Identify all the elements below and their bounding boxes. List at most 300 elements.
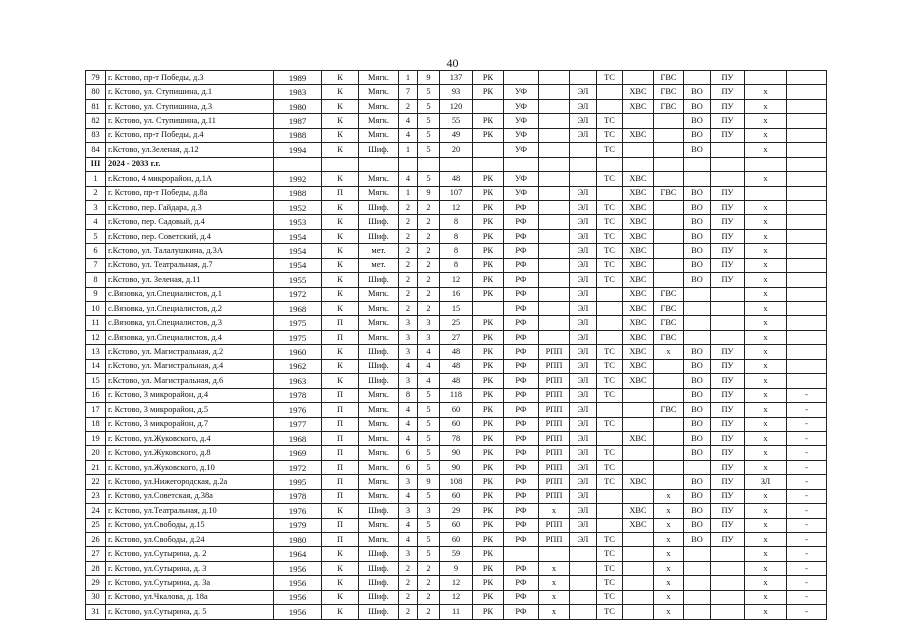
- table-cell: Шиф.: [359, 605, 399, 619]
- table-cell: 2: [418, 561, 440, 575]
- table-cell: [684, 157, 711, 171]
- table-cell: ПУ: [711, 504, 745, 518]
- table-cell: К: [322, 302, 359, 316]
- table-row: [86, 547, 827, 561]
- table-cell: 27: [440, 330, 473, 344]
- table-cell: ХВС: [623, 302, 654, 316]
- table-cell: Мягк.: [359, 316, 399, 330]
- table-cell: РФ: [504, 229, 539, 243]
- table-cell: 5: [418, 388, 440, 402]
- table-cell: ЭЛ: [570, 229, 597, 243]
- address-cell: с.Вязовка, ул.Специалистов, д.1: [106, 287, 274, 301]
- table-cell: [597, 504, 623, 518]
- table-cell: РК: [473, 85, 504, 99]
- table-cell: ЭЛ: [570, 431, 597, 445]
- table-cell: [597, 157, 623, 171]
- table-cell: [684, 561, 711, 575]
- table-cell: [274, 157, 322, 171]
- table-cell: [623, 403, 654, 417]
- table-cell: х: [654, 605, 684, 619]
- table-cell: [539, 114, 570, 128]
- table-row: [86, 172, 827, 186]
- table-cell: [787, 114, 827, 128]
- table-cell: ГВС: [654, 330, 684, 344]
- table-cell: УФ: [504, 143, 539, 157]
- table-cell: [711, 547, 745, 561]
- table-cell: РК: [473, 605, 504, 619]
- table-cell: [787, 200, 827, 214]
- table-cell: [787, 258, 827, 272]
- table-cell: ВО: [684, 403, 711, 417]
- row-number: 20: [86, 446, 106, 460]
- table-cell: К: [322, 345, 359, 359]
- table-cell: 8: [440, 229, 473, 243]
- table-cell: Мягк.: [359, 403, 399, 417]
- table-row: [86, 359, 827, 373]
- table-cell: -: [787, 388, 827, 402]
- table-cell: ВО: [684, 446, 711, 460]
- table-cell: [623, 417, 654, 431]
- table-cell: х: [745, 576, 787, 590]
- table-cell: -: [787, 460, 827, 474]
- table-cell: х: [745, 273, 787, 287]
- table-cell: [623, 547, 654, 561]
- year-cell: 1953: [274, 215, 322, 229]
- table-cell: [711, 561, 745, 575]
- table-cell: 5: [418, 85, 440, 99]
- year-cell: 1954: [274, 244, 322, 258]
- table-cell: ВО: [684, 215, 711, 229]
- table-cell: РК: [473, 345, 504, 359]
- row-number: 29: [86, 576, 106, 590]
- year-cell: 1972: [274, 460, 322, 474]
- year-cell: 1972: [274, 287, 322, 301]
- table-cell: [623, 143, 654, 157]
- table-cell: ЭЛ: [570, 200, 597, 214]
- table-cell: РК: [473, 316, 504, 330]
- table-row: [86, 605, 827, 619]
- table-cell: [623, 114, 654, 128]
- row-number: 18: [86, 417, 106, 431]
- table-cell: [597, 85, 623, 99]
- table-cell: [787, 99, 827, 113]
- table-row: [86, 446, 827, 460]
- table-cell: ХВС: [623, 316, 654, 330]
- table-cell: х: [745, 258, 787, 272]
- table-cell: -: [787, 475, 827, 489]
- table-cell: ЭЛ: [570, 186, 597, 200]
- table-cell: [787, 287, 827, 301]
- table-cell: 12: [440, 576, 473, 590]
- table-cell: х: [654, 345, 684, 359]
- table-cell: 2: [399, 576, 418, 590]
- table-cell: [623, 605, 654, 619]
- table-cell: х: [745, 533, 787, 547]
- table-cell: мет.: [359, 258, 399, 272]
- row-number: 17: [86, 403, 106, 417]
- year-cell: 1955: [274, 273, 322, 287]
- table-cell: [654, 431, 684, 445]
- address-cell: г.Кстово, ул. Магистральная, д.2: [106, 345, 274, 359]
- year-cell: 1988: [274, 128, 322, 142]
- table-cell: К: [322, 287, 359, 301]
- table-cell: П: [322, 475, 359, 489]
- table-cell: ХВС: [623, 85, 654, 99]
- table-cell: 3: [399, 330, 418, 344]
- table-cell: ПУ: [711, 128, 745, 142]
- table-cell: х: [745, 460, 787, 474]
- table-cell: [623, 533, 654, 547]
- table-cell: [473, 302, 504, 316]
- table-cell: ВО: [684, 273, 711, 287]
- table-cell: ЭЛ: [570, 273, 597, 287]
- table-cell: 4: [399, 518, 418, 532]
- table-cell: ПУ: [711, 114, 745, 128]
- table-cell: ПУ: [711, 71, 745, 85]
- table-cell: РФ: [504, 244, 539, 258]
- table-cell: П: [322, 533, 359, 547]
- table-cell: 59: [440, 547, 473, 561]
- table-row: [86, 504, 827, 518]
- row-number: 16: [86, 388, 106, 402]
- table-cell: 2: [399, 590, 418, 604]
- table-cell: [570, 157, 597, 171]
- year-cell: 1978: [274, 489, 322, 503]
- table-cell: К: [322, 128, 359, 142]
- table-cell: Мягк.: [359, 99, 399, 113]
- address-cell: г. Кстово, 3 микрорайон, д.4: [106, 388, 274, 402]
- table-cell: 3: [399, 504, 418, 518]
- table-cell: [684, 172, 711, 186]
- table-cell: [787, 229, 827, 243]
- table-cell: РПП: [539, 475, 570, 489]
- table-cell: РФ: [504, 605, 539, 619]
- table-cell: Шиф.: [359, 504, 399, 518]
- year-cell: 1979: [274, 518, 322, 532]
- table-cell: 49: [440, 128, 473, 142]
- table-cell: Мягк.: [359, 518, 399, 532]
- year-cell: 1994: [274, 143, 322, 157]
- table-cell: РПП: [539, 489, 570, 503]
- table-cell: ПУ: [711, 258, 745, 272]
- table-cell: ЗЛ: [745, 475, 787, 489]
- table-cell: ВО: [684, 114, 711, 128]
- table-cell: [654, 417, 684, 431]
- table-cell: ТС: [597, 417, 623, 431]
- table-cell: К: [322, 215, 359, 229]
- table-cell: 2: [418, 215, 440, 229]
- row-number: 9: [86, 287, 106, 301]
- year-cell: 1968: [274, 431, 322, 445]
- table-cell: ГВС: [654, 85, 684, 99]
- table-cell: ПУ: [711, 99, 745, 113]
- table-cell: ВО: [684, 85, 711, 99]
- table-cell: 5: [418, 446, 440, 460]
- table-cell: ВО: [684, 359, 711, 373]
- table-cell: 2: [399, 215, 418, 229]
- row-number: 28: [86, 561, 106, 575]
- address-cell: г.Кстово, пер. Гайдара, д.3: [106, 200, 274, 214]
- table-cell: ВО: [684, 417, 711, 431]
- table-cell: [684, 590, 711, 604]
- table-cell: РПП: [539, 345, 570, 359]
- table-cell: [539, 143, 570, 157]
- table-cell: [654, 359, 684, 373]
- table-cell: Шиф.: [359, 590, 399, 604]
- table-cell: 1: [399, 143, 418, 157]
- year-cell: 1956: [274, 576, 322, 590]
- table-cell: х: [745, 561, 787, 575]
- table-cell: 60: [440, 489, 473, 503]
- year-cell: 1954: [274, 229, 322, 243]
- table-cell: П: [322, 186, 359, 200]
- table-cell: 2: [399, 287, 418, 301]
- table-cell: [787, 273, 827, 287]
- table-cell: х: [745, 172, 787, 186]
- table-cell: РФ: [504, 504, 539, 518]
- table-cell: Мягк.: [359, 388, 399, 402]
- table-cell: РК: [473, 446, 504, 460]
- table-cell: 48: [440, 374, 473, 388]
- table-row: [86, 273, 827, 287]
- table-cell: ХВС: [623, 186, 654, 200]
- address-cell: г. Кстово, ул. Ступишина, д.3: [106, 99, 274, 113]
- table-cell: Мягк.: [359, 417, 399, 431]
- table-cell: [787, 374, 827, 388]
- year-cell: 1980: [274, 533, 322, 547]
- table-cell: РПП: [539, 518, 570, 532]
- table-cell: РПП: [539, 359, 570, 373]
- table-cell: 9: [440, 561, 473, 575]
- address-cell: г. Кстово, 3 микрорайон, д.7: [106, 417, 274, 431]
- table-cell: ЭЛ: [570, 345, 597, 359]
- table-cell: [570, 605, 597, 619]
- table-cell: 4: [399, 431, 418, 445]
- row-number: 6: [86, 244, 106, 258]
- table-cell: 120: [440, 99, 473, 113]
- table-cell: [711, 316, 745, 330]
- table-cell: К: [322, 114, 359, 128]
- table-cell: РК: [473, 128, 504, 142]
- table-row: [86, 229, 827, 243]
- table-row: [86, 114, 827, 128]
- table-cell: ЭЛ: [570, 258, 597, 272]
- table-cell: ЭЛ: [570, 85, 597, 99]
- table-cell: ЭЛ: [570, 460, 597, 474]
- table-cell: 5: [418, 143, 440, 157]
- table-cell: ВО: [684, 475, 711, 489]
- table-cell: х: [745, 417, 787, 431]
- table-cell: 2: [418, 229, 440, 243]
- table-cell: [539, 244, 570, 258]
- table-cell: 2: [399, 200, 418, 214]
- row-number: 84: [86, 143, 106, 157]
- table-cell: ЭЛ: [570, 504, 597, 518]
- table-row: [86, 85, 827, 99]
- table-cell: ТС: [597, 561, 623, 575]
- table-cell: РПП: [539, 403, 570, 417]
- table-cell: РК: [473, 258, 504, 272]
- table-cell: 2: [399, 273, 418, 287]
- table-cell: 5: [418, 114, 440, 128]
- table-cell: ХВС: [623, 345, 654, 359]
- table-cell: х: [539, 605, 570, 619]
- table-cell: [745, 71, 787, 85]
- table-cell: ХВС: [623, 504, 654, 518]
- table-cell: ВО: [684, 388, 711, 402]
- table-cell: Шиф.: [359, 576, 399, 590]
- table-cell: ЭЛ: [570, 215, 597, 229]
- table-cell: [684, 576, 711, 590]
- table-cell: РПП: [539, 460, 570, 474]
- table-cell: ХВС: [623, 287, 654, 301]
- table-cell: х: [745, 518, 787, 532]
- table-cell: П: [322, 417, 359, 431]
- row-number: 30: [86, 590, 106, 604]
- table-cell: 9: [418, 71, 440, 85]
- table-cell: [399, 157, 418, 171]
- section-title: 2024 - 2033 г.г.: [106, 157, 274, 171]
- table-cell: 7: [399, 85, 418, 99]
- table-cell: К: [322, 359, 359, 373]
- table-cell: РК: [473, 547, 504, 561]
- table-cell: Мягк.: [359, 460, 399, 474]
- table-cell: РК: [473, 359, 504, 373]
- table-cell: [745, 186, 787, 200]
- table-cell: [787, 302, 827, 316]
- table-cell: 4: [399, 403, 418, 417]
- year-cell: 1978: [274, 388, 322, 402]
- table-cell: [654, 215, 684, 229]
- section-number: III: [86, 157, 106, 171]
- table-cell: [473, 143, 504, 157]
- table-cell: РК: [473, 71, 504, 85]
- table-cell: [711, 172, 745, 186]
- table-cell: [473, 157, 504, 171]
- table-cell: 5: [418, 417, 440, 431]
- table-cell: УФ: [504, 85, 539, 99]
- table-cell: [787, 316, 827, 330]
- year-cell: 1975: [274, 330, 322, 344]
- year-cell: 1975: [274, 316, 322, 330]
- table-cell: 2: [399, 99, 418, 113]
- table-cell: [623, 576, 654, 590]
- table-cell: РК: [473, 186, 504, 200]
- year-cell: 1987: [274, 114, 322, 128]
- address-cell: г. Кстово, пр-т Победы, д.3: [106, 71, 274, 85]
- table-cell: ЭЛ: [570, 489, 597, 503]
- address-cell: г. Кстово, ул. Ступишина, д.11: [106, 114, 274, 128]
- table-cell: ТС: [597, 374, 623, 388]
- table-cell: 6: [399, 460, 418, 474]
- table-cell: ТС: [597, 143, 623, 157]
- table-cell: ТС: [597, 215, 623, 229]
- year-cell: 1963: [274, 374, 322, 388]
- table-cell: Шиф.: [359, 561, 399, 575]
- table-cell: Мягк.: [359, 114, 399, 128]
- address-cell: г. Кстово, ул.Сутырина, д. 3: [106, 561, 274, 575]
- address-cell: г. Кстово, ул. Ступишина, д.1: [106, 85, 274, 99]
- table-cell: РФ: [504, 316, 539, 330]
- table-cell: [623, 590, 654, 604]
- table-cell: РФ: [504, 533, 539, 547]
- table-cell: 4: [418, 359, 440, 373]
- table-cell: -: [787, 533, 827, 547]
- table-cell: [570, 576, 597, 590]
- table-cell: Мягк.: [359, 71, 399, 85]
- table-cell: -: [787, 605, 827, 619]
- table-cell: РК: [473, 244, 504, 258]
- table-cell: ХВС: [623, 200, 654, 214]
- table-row: [86, 316, 827, 330]
- table-cell: РК: [473, 287, 504, 301]
- table-cell: 29: [440, 504, 473, 518]
- table-cell: х: [654, 533, 684, 547]
- table-cell: [539, 302, 570, 316]
- table-cell: ВО: [684, 200, 711, 214]
- table-cell: РФ: [504, 431, 539, 445]
- table-cell: 93: [440, 85, 473, 99]
- year-cell: 1992: [274, 172, 322, 186]
- table-cell: х: [539, 576, 570, 590]
- address-cell: г.Кстово, ул. Магистральная, д.4: [106, 359, 274, 373]
- table-cell: К: [322, 504, 359, 518]
- table-cell: Мягк.: [359, 172, 399, 186]
- table-cell: УФ: [504, 172, 539, 186]
- table-cell: П: [322, 431, 359, 445]
- table-cell: [597, 186, 623, 200]
- table-row: [86, 330, 827, 344]
- table-cell: Мягк.: [359, 128, 399, 142]
- table-cell: [654, 475, 684, 489]
- table-cell: 5: [418, 403, 440, 417]
- table-cell: [597, 316, 623, 330]
- table-cell: 48: [440, 172, 473, 186]
- table-cell: РПП: [539, 417, 570, 431]
- table-cell: К: [322, 258, 359, 272]
- table-cell: х: [745, 143, 787, 157]
- table-cell: Мягк.: [359, 85, 399, 99]
- table-cell: [570, 561, 597, 575]
- table-cell: ПУ: [711, 475, 745, 489]
- table-cell: Шиф.: [359, 200, 399, 214]
- row-number: 2: [86, 186, 106, 200]
- table-cell: ХВС: [623, 128, 654, 142]
- table-row: [86, 258, 827, 272]
- table-cell: 4: [418, 345, 440, 359]
- table-cell: [570, 71, 597, 85]
- table-cell: ЭЛ: [570, 533, 597, 547]
- table-cell: ТС: [597, 460, 623, 474]
- table-cell: ТС: [597, 446, 623, 460]
- table-cell: х: [745, 504, 787, 518]
- table-cell: ВО: [684, 504, 711, 518]
- table-cell: К: [322, 561, 359, 575]
- table-cell: К: [322, 576, 359, 590]
- table-cell: [539, 316, 570, 330]
- table-cell: ПУ: [711, 85, 745, 99]
- table-cell: [711, 605, 745, 619]
- table-cell: 12: [440, 273, 473, 287]
- table-cell: [322, 157, 359, 171]
- table-cell: [787, 128, 827, 142]
- table-cell: УФ: [504, 114, 539, 128]
- year-cell: 1976: [274, 403, 322, 417]
- table-cell: 2: [399, 229, 418, 243]
- table-cell: РК: [473, 518, 504, 532]
- year-cell: 1960: [274, 345, 322, 359]
- row-number: 8: [86, 273, 106, 287]
